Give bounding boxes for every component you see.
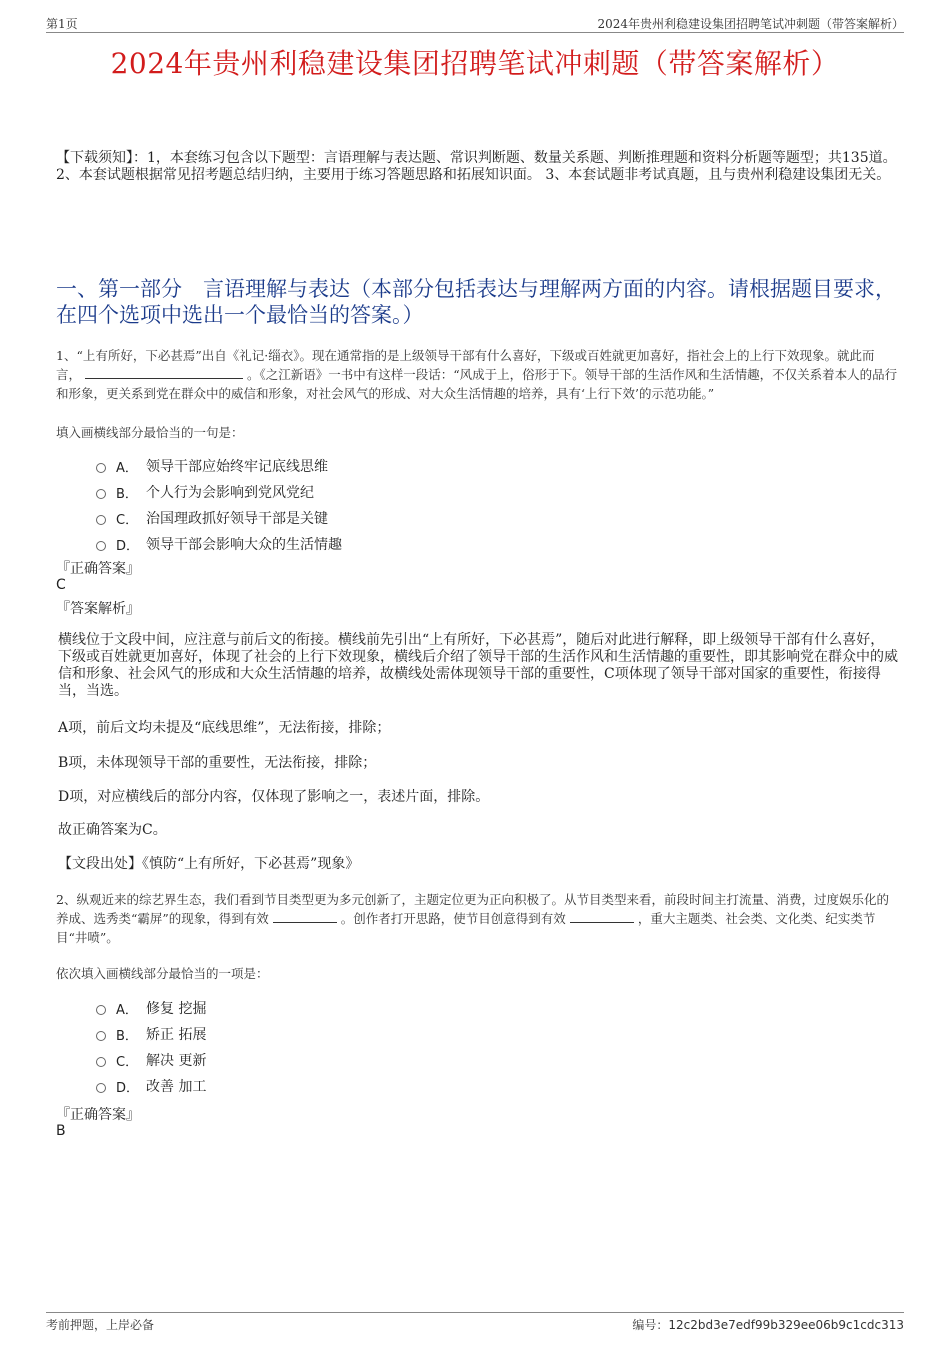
- option-a[interactable]: A． 修复 挖掘: [96, 995, 596, 1021]
- question-1-stem-part1: 1、“上有所好，下必甚焉”出自《礼记·缁衣》。现在通常指的是上级领导干部有什么喜好，下级或百姓就更加喜好，指社会上的上行下效现象。就此而言，: [56, 348, 875, 382]
- option-d[interactable]: D． 改善 加工: [96, 1073, 596, 1099]
- analysis-source: 【文段出处】《慎防“上有所好，下必甚焉”现象》: [58, 856, 360, 872]
- page-footer: [46, 1312, 904, 1333]
- fill-blank: [273, 910, 337, 923]
- question-1-stem: [56, 346, 898, 403]
- section-heading: 一、第一部分 言语理解与表达（本部分包括表达与理解两方面的内容。请根据题目要求，在四个选项中选出一个最恰当的答案。）: [56, 277, 896, 327]
- answer-label: 『正确答案』: [56, 1107, 140, 1123]
- question-2-prompt: 依次填入画横线部分最恰当的一项是：: [56, 966, 269, 981]
- analysis-conclusion: 故正确答案为C。: [58, 822, 167, 838]
- radio-icon[interactable]: [96, 1031, 106, 1041]
- fill-blank: [570, 910, 634, 923]
- option-b[interactable]: B． 矫正 拓展: [96, 1021, 596, 1047]
- page-number: 第1页: [46, 17, 78, 31]
- option-c[interactable]: C． 解决 更新: [96, 1047, 596, 1073]
- question-1-stem-part2: 。《之江新语》一书中有这样一段话：“风成于上，俗形于下。领导干部的生活作风和生活情趣，不仅关系着本人的品行和形象，更关系到党在群众中的威信和形象，对社会风气的形成、对大众生活情趣的培养，具有‘上行下效’的示范功能。”: [56, 367, 898, 401]
- fill-blank: [85, 366, 243, 379]
- option-a[interactable]: A． 领导干部应始终牢记底线思维: [96, 453, 596, 479]
- answer-value: B: [56, 1123, 66, 1139]
- analysis-label: 『答案解析』: [56, 601, 140, 617]
- question-2-stem-part2: 。创作者打开思路，使节目创意得到有效: [340, 911, 566, 926]
- radio-icon[interactable]: [96, 515, 106, 525]
- radio-icon[interactable]: [96, 541, 106, 551]
- page-header: [46, 14, 904, 33]
- download-notice: 【下载须知】：1，本套练习包含以下题型：言语理解与表达题、常识判断题、数量关系题、判断推理题和资料分析题等题型；共135道。 2、本套试题根据常见招考题总结归纳，主要用于练习答题思路和拓展知识面。 3、本套试题非考试真题，且与贵州利稳建设集团无关。: [56, 150, 897, 183]
- radio-icon[interactable]: [96, 1083, 106, 1093]
- footer-code: 编号：12c2bd3e7edf99b329ee06b9c1cdc313: [632, 1318, 904, 1332]
- question-2-stem-part3: ，重大主题类、社会类、文化类、纪实类节目“井喷”。: [56, 911, 876, 945]
- analysis-option-a: A项，前后文均未提及“底线思维”，无法衔接，排除；: [58, 720, 391, 736]
- answer-label: 『正确答案』: [56, 561, 140, 577]
- option-c[interactable]: C． 治国理政抓好领导干部是关键: [96, 505, 596, 531]
- answer-value: C: [56, 577, 66, 593]
- radio-icon[interactable]: [96, 489, 106, 499]
- radio-icon[interactable]: [96, 463, 106, 473]
- question-2-stem-part1: 2、纵观近来的综艺界生态，我们看到节目类型更为多元创新了，主题定位更为正向积极了。从节目类型来看，前段时间主打流量、消费，过度娱乐化的养成、选秀类“霸屏”的现象，得到有效: [56, 892, 889, 926]
- question-2-stem: [56, 890, 898, 947]
- radio-icon[interactable]: [96, 1057, 106, 1067]
- analysis-paragraph: 横线位于文段中间，应注意与前后文的衔接。横线前先引出“上有所好，下必甚焉”，随后对此进行解释，即上级领导干部有什么喜好，下级或百姓就更加喜好，体现了社会的上行下效现象，横线后介绍了领导干部的生活作风和生活情趣的重要性，即其影响党在群众中的威信和形象、社会风气的形成和大众生活情趣的培养，故横线处需体现领导干部的重要性，C项体现了领导干部对国家的重要性，衔接得当，当选。: [58, 632, 898, 699]
- header-doc-title: 2024年贵州利稳建设集团招聘笔试冲刺题（带答案解析）: [597, 17, 904, 31]
- page-title: 2024年贵州利稳建设集团招聘笔试冲刺题（带答案解析）: [110, 47, 840, 80]
- option-d[interactable]: D． 领导干部会影响大众的生活情趣: [96, 531, 596, 557]
- analysis-option-d: D项，对应横线后的部分内容，仅体现了影响之一，表述片面，排除。: [58, 789, 490, 805]
- radio-icon[interactable]: [96, 1005, 106, 1015]
- analysis-option-b: B项，未体现领导干部的重要性，无法衔接，排除；: [58, 755, 377, 771]
- footer-slogan: 考前押题，上岸必备: [46, 1318, 155, 1332]
- question-1-prompt: 填入画横线部分最恰当的一句是：: [56, 425, 244, 440]
- question-2-options: [96, 995, 596, 1099]
- question-1-options: [96, 453, 596, 557]
- option-b[interactable]: B． 个人行为会影响到党风党纪: [96, 479, 596, 505]
